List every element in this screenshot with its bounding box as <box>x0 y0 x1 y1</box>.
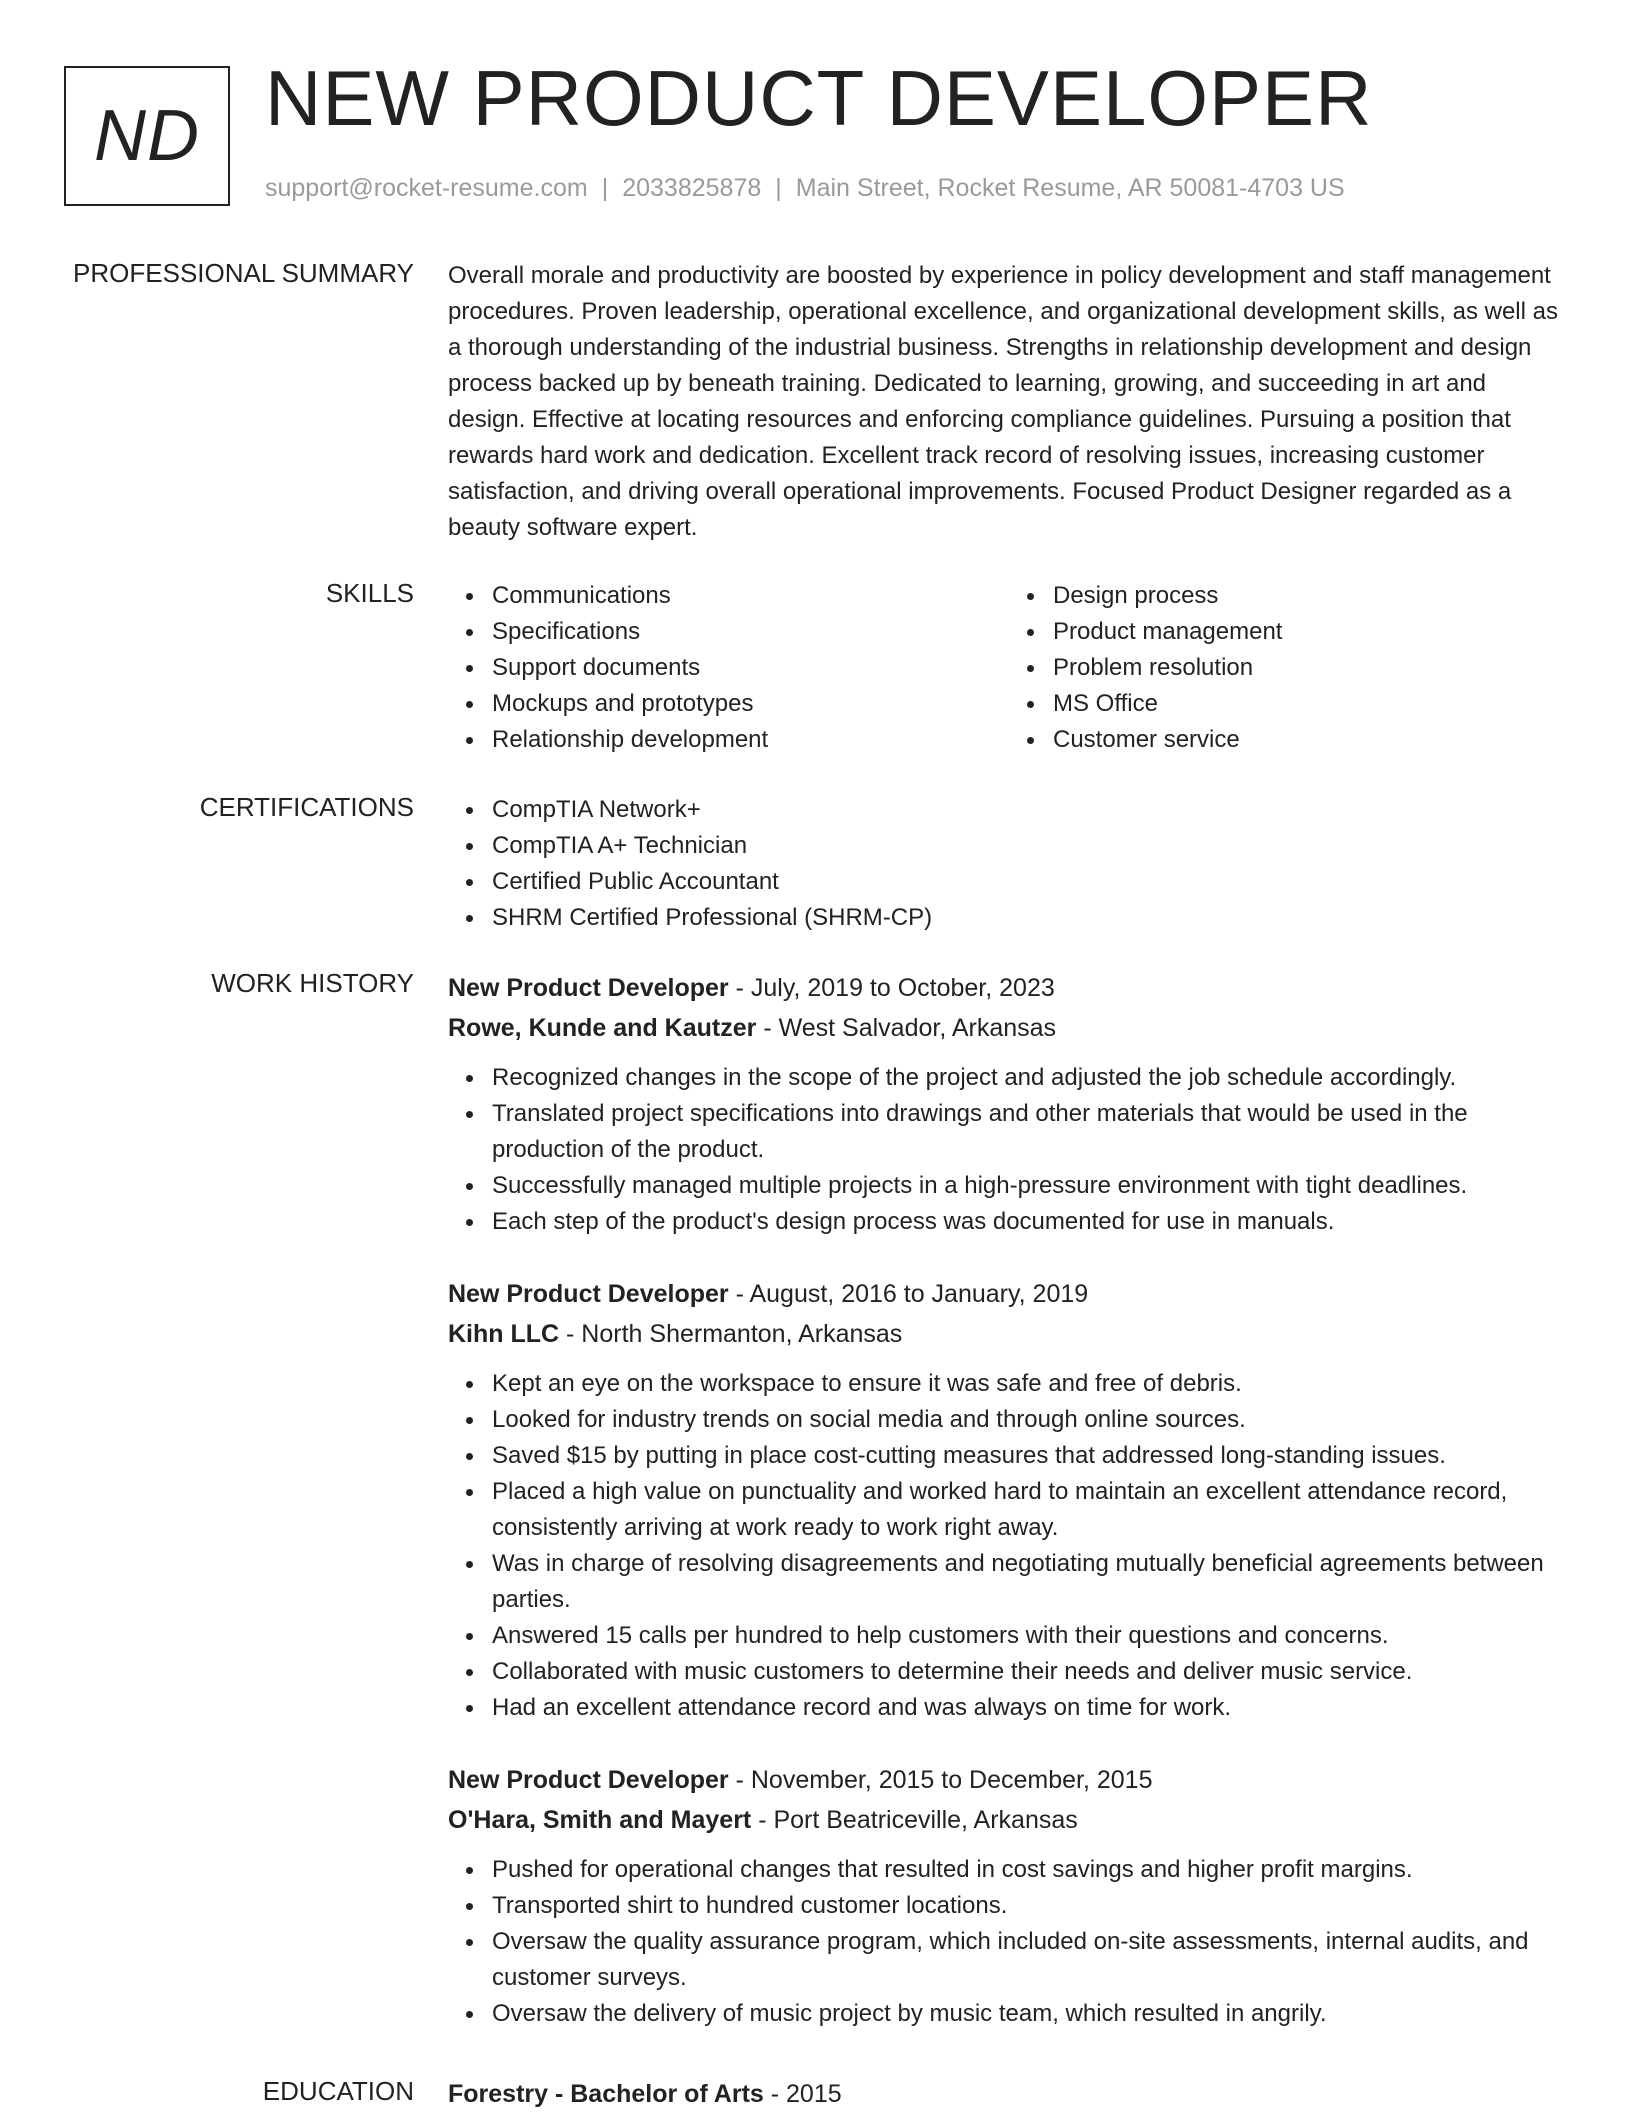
job-title: New Product Developer <box>448 974 729 1002</box>
job-bullet: Was in charge of resolving disagreements and negotiating mutually beneficial agreements between parties. <box>492 1546 1570 1618</box>
job-bullet: Oversaw the delivery of music project by music team, which resulted in angrily. <box>492 1996 1570 2032</box>
education-year: - 2015 <box>763 2080 842 2108</box>
job-bullet: Placed a high value on punctuality and worked hard to maintain an excellent attendance record, consistently arriving at work ready to work right away. <box>492 1474 1570 1546</box>
job-company-line <box>448 1314 1570 1354</box>
skill-item: Product management <box>1053 614 1570 650</box>
certifications-body <box>448 792 1570 936</box>
job-bullet: Pushed for operational changes that resulted in cost savings and higher profit margins. <box>492 1852 1570 1888</box>
job-location: - West Salvador, Arkansas <box>756 1014 1057 1042</box>
job-company: Kihn LLC <box>448 1320 560 1348</box>
job-company-line <box>448 1800 1570 1840</box>
education-degree: Forestry - Bachelor of Arts <box>448 2080 764 2108</box>
skills-grid <box>448 578 1570 758</box>
skills-list-right <box>1009 578 1570 758</box>
job-bullet: Answered 15 calls per hundred to help customers with their questions and concerns. <box>492 1618 1570 1654</box>
skill-item: Specifications <box>492 614 1009 650</box>
contact-separator: | <box>775 174 782 202</box>
summary-body <box>448 258 1570 546</box>
contact-line <box>265 174 1345 203</box>
section-label-skills: SKILLS <box>325 578 414 608</box>
skill-item: Customer service <box>1053 722 1570 758</box>
job-bullet: Transported shirt to hundred customer locations. <box>492 1888 1570 1924</box>
skills-body <box>448 578 1570 758</box>
job-bullet: Had an excellent attendance record and was always on time for work. <box>492 1690 1570 1726</box>
job-entry <box>448 968 1570 1240</box>
job-bullet: Oversaw the quality assurance program, which included on-site assessments, internal audits, and customer surveys. <box>492 1924 1570 1996</box>
certification-item: Certified Public Accountant <box>492 864 1570 900</box>
job-dates: - July, 2019 to October, 2023 <box>728 974 1055 1002</box>
job-bullet: Looked for industry trends on social media and through online sources. <box>492 1402 1570 1438</box>
job-company: O'Hara, Smith and Mayert <box>448 1806 752 1834</box>
education-body <box>448 2076 1570 2112</box>
job-bullet: Collaborated with music customers to determine their needs and deliver music service. <box>492 1654 1570 1690</box>
job-bullets <box>448 1060 1570 1240</box>
skill-item: Support documents <box>492 650 1009 686</box>
skill-item: MS Office <box>1053 686 1570 722</box>
job-title: New Product Developer <box>448 1280 729 1308</box>
certification-item: SHRM Certified Professional (SHRM-CP) <box>492 900 1570 936</box>
work-history-body <box>448 968 1570 2066</box>
job-company: Rowe, Kunde and Kautzer <box>448 1014 757 1042</box>
job-location: - North Shermanton, Arkansas <box>559 1320 903 1348</box>
section-label-education: EDUCATION <box>262 2076 414 2106</box>
skill-item: Communications <box>492 578 1009 614</box>
job-dates: - November, 2015 to December, 2015 <box>728 1766 1153 1794</box>
job-title: New Product Developer <box>448 1766 729 1794</box>
skill-item: Design process <box>1053 578 1570 614</box>
job-bullet: Saved $15 by putting in place cost-cutting measures that addressed long-standing issues. <box>492 1438 1570 1474</box>
skill-item: Mockups and prototypes <box>492 686 1009 722</box>
certification-item: CompTIA A+ Technician <box>492 828 1570 864</box>
job-dates: - August, 2016 to January, 2019 <box>728 1280 1089 1308</box>
job-bullet: Translated project specifications into drawings and other materials that would be used in the production of the product. <box>492 1096 1570 1168</box>
job-bullet: Recognized changes in the scope of the project and adjusted the job schedule accordingly. <box>492 1060 1570 1096</box>
certification-item: CompTIA Network+ <box>492 792 1570 828</box>
job-title-line <box>448 1274 1570 1314</box>
summary-text: Overall morale and productivity are boosted by experience in policy development and staff management procedures. Proven leadership, operational excellence, and organizational development skills, as well as a thorough understanding of the industrial business. Strengths in relationship development and design process backed up by beneath training. Dedicated to learning, growing, and succeeding in art and design. Effective at locating resources and enforcing compliance guidelines. Pursuing a position that rewards hard work and dedication. Excellent track record of resolving issues, increasing customer satisfaction, and driving overall operational improvements. Focused Product Designer regarded as a beauty software expert. <box>448 262 1558 541</box>
monogram-badge: ND <box>64 66 230 206</box>
contact-phone[interactable]: 2033825878 <box>622 174 762 202</box>
job-bullets <box>448 1366 1570 1726</box>
job-bullet: Successfully managed multiple projects in a high-pressure environment with tight deadlines. <box>492 1168 1570 1204</box>
skill-item: Problem resolution <box>1053 650 1570 686</box>
job-title-line <box>448 968 1570 1008</box>
skill-item: Relationship development <box>492 722 1009 758</box>
job-bullet: Kept an eye on the workspace to ensure it was safe and free of debris. <box>492 1366 1570 1402</box>
certifications-list <box>448 792 1570 936</box>
job-title-line <box>448 1760 1570 1800</box>
contact-email[interactable]: support@rocket-resume.com <box>265 174 588 202</box>
job-bullet: Each step of the product's design process was documented for use in manuals. <box>492 1204 1570 1240</box>
resume-title: NEW PRODUCT DEVELOPER <box>265 54 1373 142</box>
job-location: - Port Beatriceville, Arkansas <box>751 1806 1078 1834</box>
section-label-summary: PROFESSIONAL SUMMARY <box>73 258 414 288</box>
education-line <box>448 2076 1570 2112</box>
contact-address: Main Street, Rocket Resume, AR 50081-4703 US <box>795 174 1345 202</box>
contact-separator: | <box>601 174 609 202</box>
skills-list-left <box>448 578 1009 758</box>
job-company-line <box>448 1008 1570 1048</box>
section-label-work-history: WORK HISTORY <box>211 968 414 998</box>
section-label-certifications: CERTIFICATIONS <box>199 792 414 822</box>
job-bullets <box>448 1852 1570 2032</box>
job-entry <box>448 1760 1570 2032</box>
job-entry <box>448 1274 1570 1726</box>
